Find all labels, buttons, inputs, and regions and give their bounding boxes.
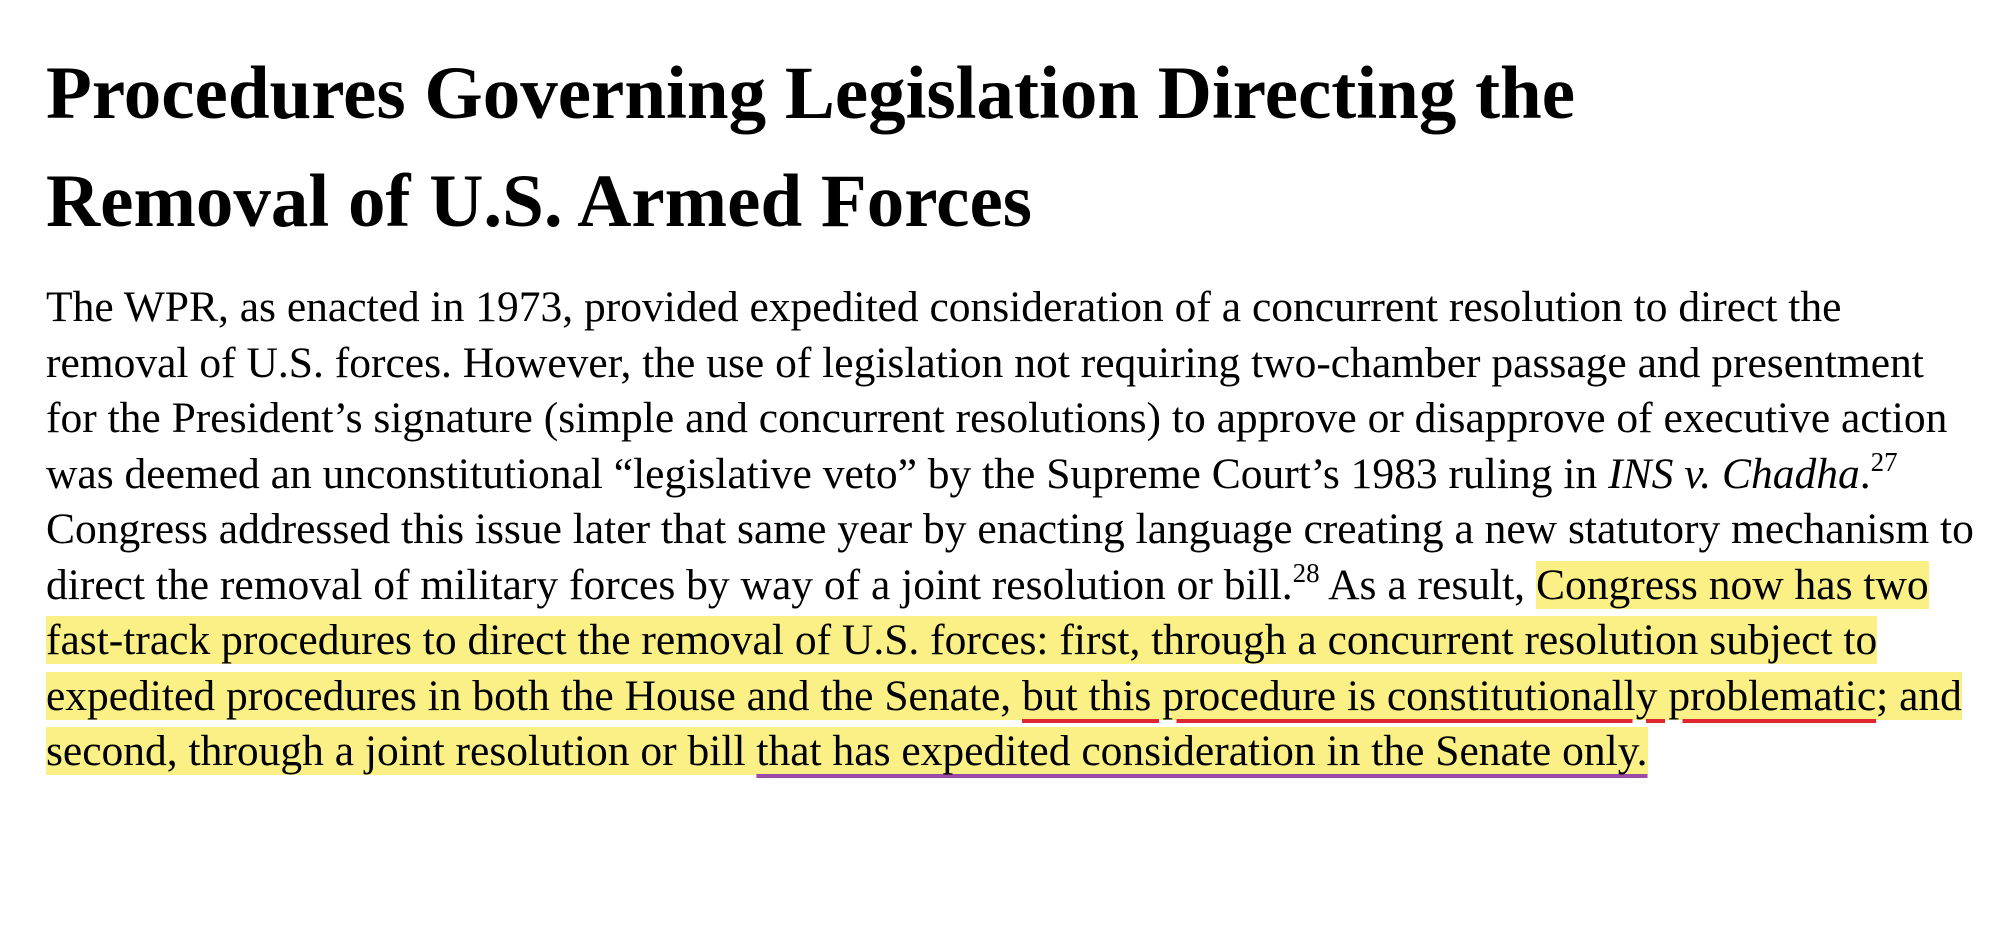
purple-underlined-text: that has expedited consideration in the Senate only. [756,727,1648,775]
red-underlined-text: but this procedure is constitutionally problematic [1022,671,1877,720]
footnote-ref-27[interactable]: 27 [1870,446,1898,477]
paragraph-text-intro: The WPR, as enacted in 1973, provided expedited consideration of a concurrent resolution to direct the removal of U.S. forces. However, the use of legislation not requiring two-chamber passage and presentment for the President’s signature (simple and concurrent resolutions) to approve or disapprove of executive action was deemed an unconstitutional “legislative veto” by the Supreme Court’s 1983 ruling in [46,283,1948,498]
case-citation: INS v. Chadha [1608,449,1860,498]
highlighted-text-first: Congress now has two fast-track procedures to direct the removal of U.S. forces: first, through a concurrent resolution subject to expedited procedures in both the House and the Senate, [46,560,1929,720]
document-page [46,40,1981,780]
paragraph-text-middle: Congress addressed this issue later that same year by enacting language creating a new statutory mechanism to direct the removal of military forces by way of a joint resolution or bill. [46,505,1974,609]
body-paragraph [46,280,1981,780]
paragraph-text-transition: As a result, [1319,560,1536,609]
section-heading-line-2: Removal of U.S. Armed Forces [46,160,1032,243]
section-heading [46,40,1981,256]
section-heading-line-1: Procedures Governing Legislation Directing the [46,52,1576,135]
highlighted-text-second: ; and second, through a joint resolution or bill [46,671,1962,775]
case-citation-period: . [1859,449,1871,498]
footnote-ref-28[interactable]: 28 [1292,557,1320,588]
